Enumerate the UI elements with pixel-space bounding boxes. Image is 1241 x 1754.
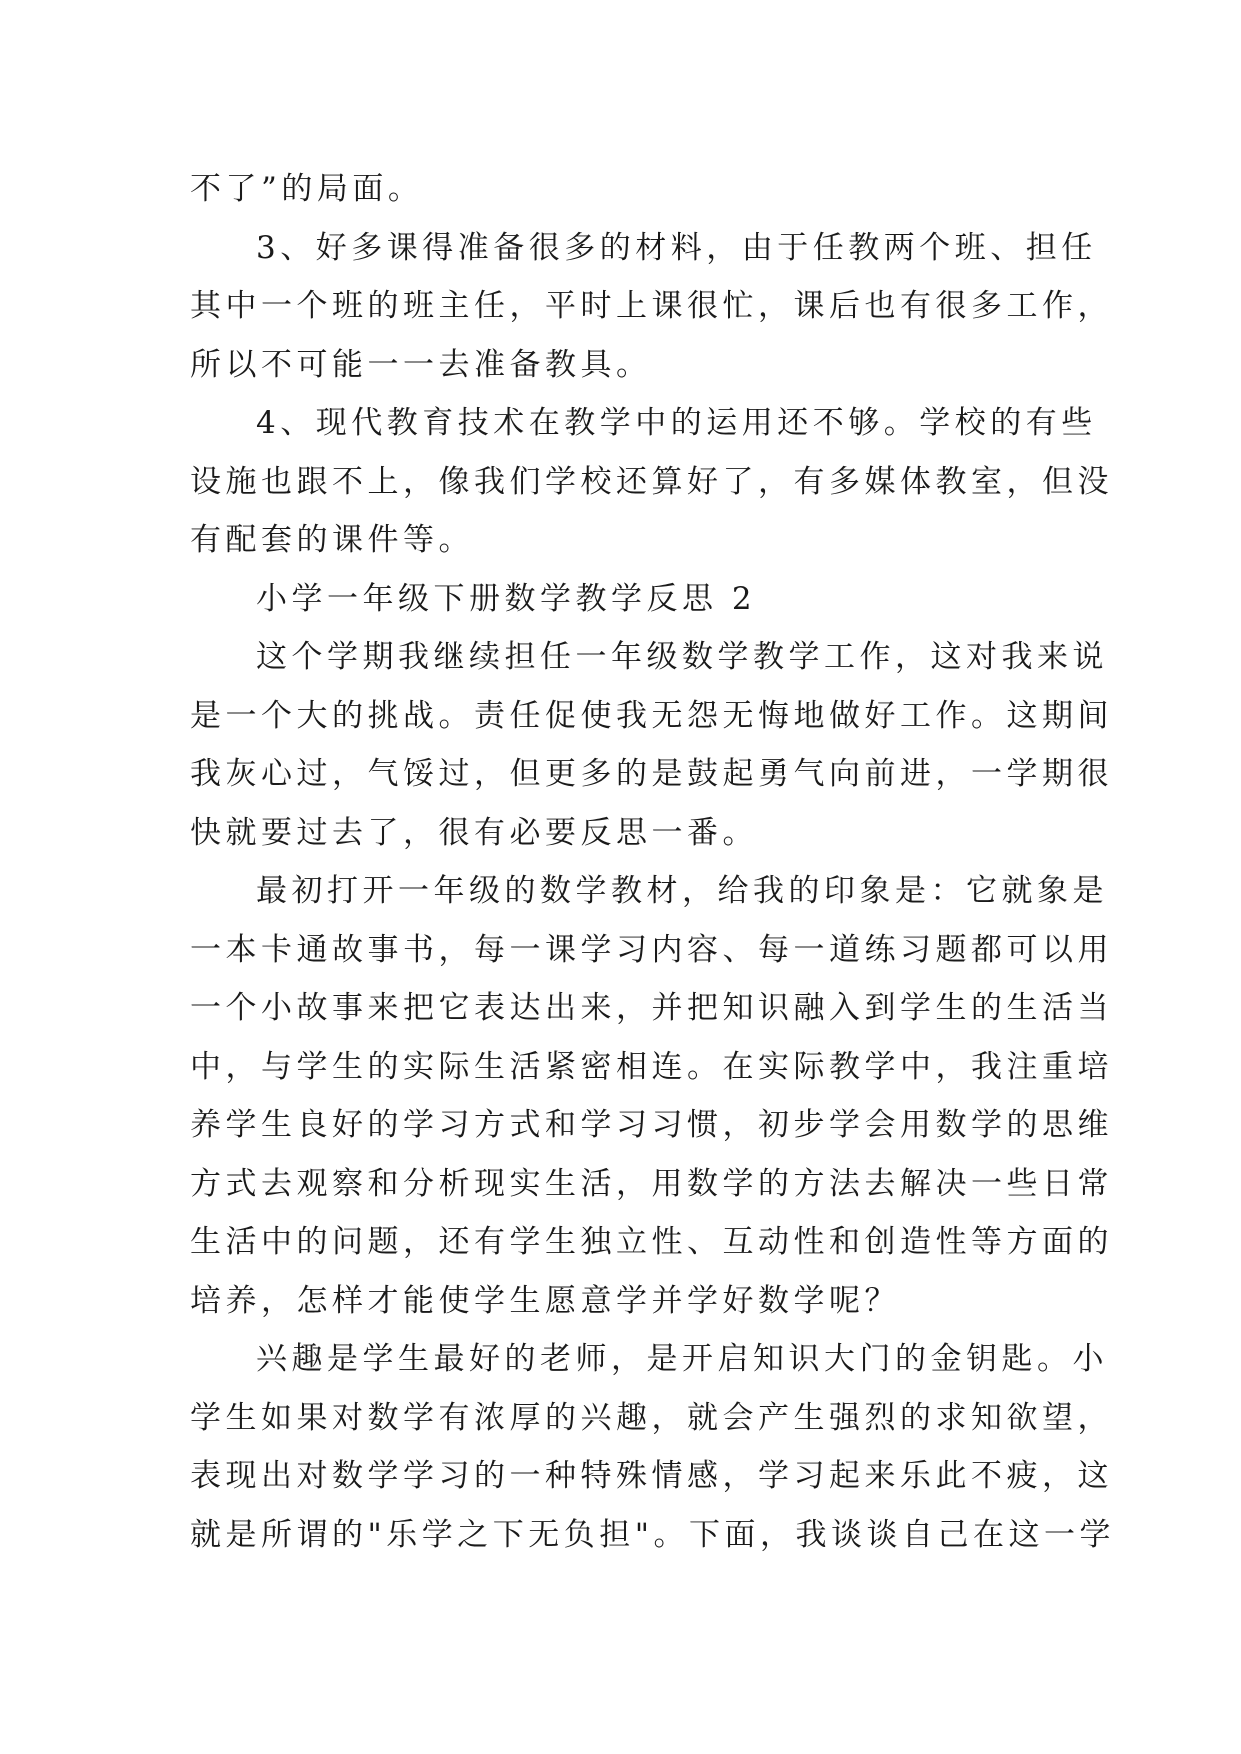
text-line: 方式去观察和分析现实生活，用数学的方法去解决一些日常 (190, 1165, 1113, 1202)
text-line: 一本卡通故事书，每一课学习内容、每一道练习题都可以用 (190, 931, 1113, 968)
text-line: 我灰心过，气馁过，但更多的是鼓起勇气向前进，一学期很 (190, 756, 1113, 792)
text-line: 养学生良好的学习方式和学习习惯，初步学会用数学的思维 (190, 1107, 1113, 1143)
text-line: 一个小故事来把它表达出来，并把知识融入到学生的生活当 (190, 990, 1113, 1026)
text-line: 这个学期我继续担任一年级数学教学工作，这对我来说 (256, 639, 1108, 675)
text-line: 生活中的问题，还有学生独立性、互动性和创造性等方面的 (190, 1224, 1113, 1260)
text-line: 4、现代教育技术在教学中的运用还不够。学校的有些 (256, 405, 1097, 441)
text-line: 最初打开一年级的数学教材，给我的印象是：它就象是 (256, 873, 1108, 909)
text-line: 培养，怎样才能使学生愿意学并学好数学呢？ (190, 1282, 900, 1319)
text-line: 中，与学生的实际生活紧密相连。在实际教学中，我注重培 (190, 1048, 1113, 1085)
text-line: 所以不可能一一去准备教具。 (190, 346, 652, 383)
section-heading: 小学一年级下册数学教学反思 2 (256, 580, 757, 617)
text-line: 其中一个班的班主任，平时上课很忙，课后也有很多工作， (190, 288, 1113, 324)
text-line: 不了”的局面。 (190, 171, 424, 207)
text-line: 3、好多课得准备很多的材料，由于任教两个班、担任 (256, 229, 1097, 266)
text-line: 兴趣是学生最好的老师，是开启知识大门的金钥匙。小 (256, 1341, 1108, 1377)
text-line: 就是所谓的"乐学之下无负担"。下面，我谈谈自己在这一学 (190, 1516, 1116, 1553)
document-body (190, 160, 1116, 1564)
text-line: 是一个大的挑战。责任促使我无怨无悔地做好工作。这期间 (190, 697, 1113, 734)
text-line: 快就要过去了，很有必要反思一番。 (190, 814, 758, 851)
text-line: 设施也跟不上，像我们学校还算好了，有多媒体教室，但没 (190, 463, 1113, 500)
text-line: 学生如果对数学有浓厚的兴趣，就会产生强烈的求知欲望， (190, 1399, 1113, 1436)
text-line: 有配套的课件等。 (190, 522, 474, 558)
text-line: 表现出对数学学习的一种特殊情感，学习起来乐此不疲，这 (190, 1458, 1113, 1494)
